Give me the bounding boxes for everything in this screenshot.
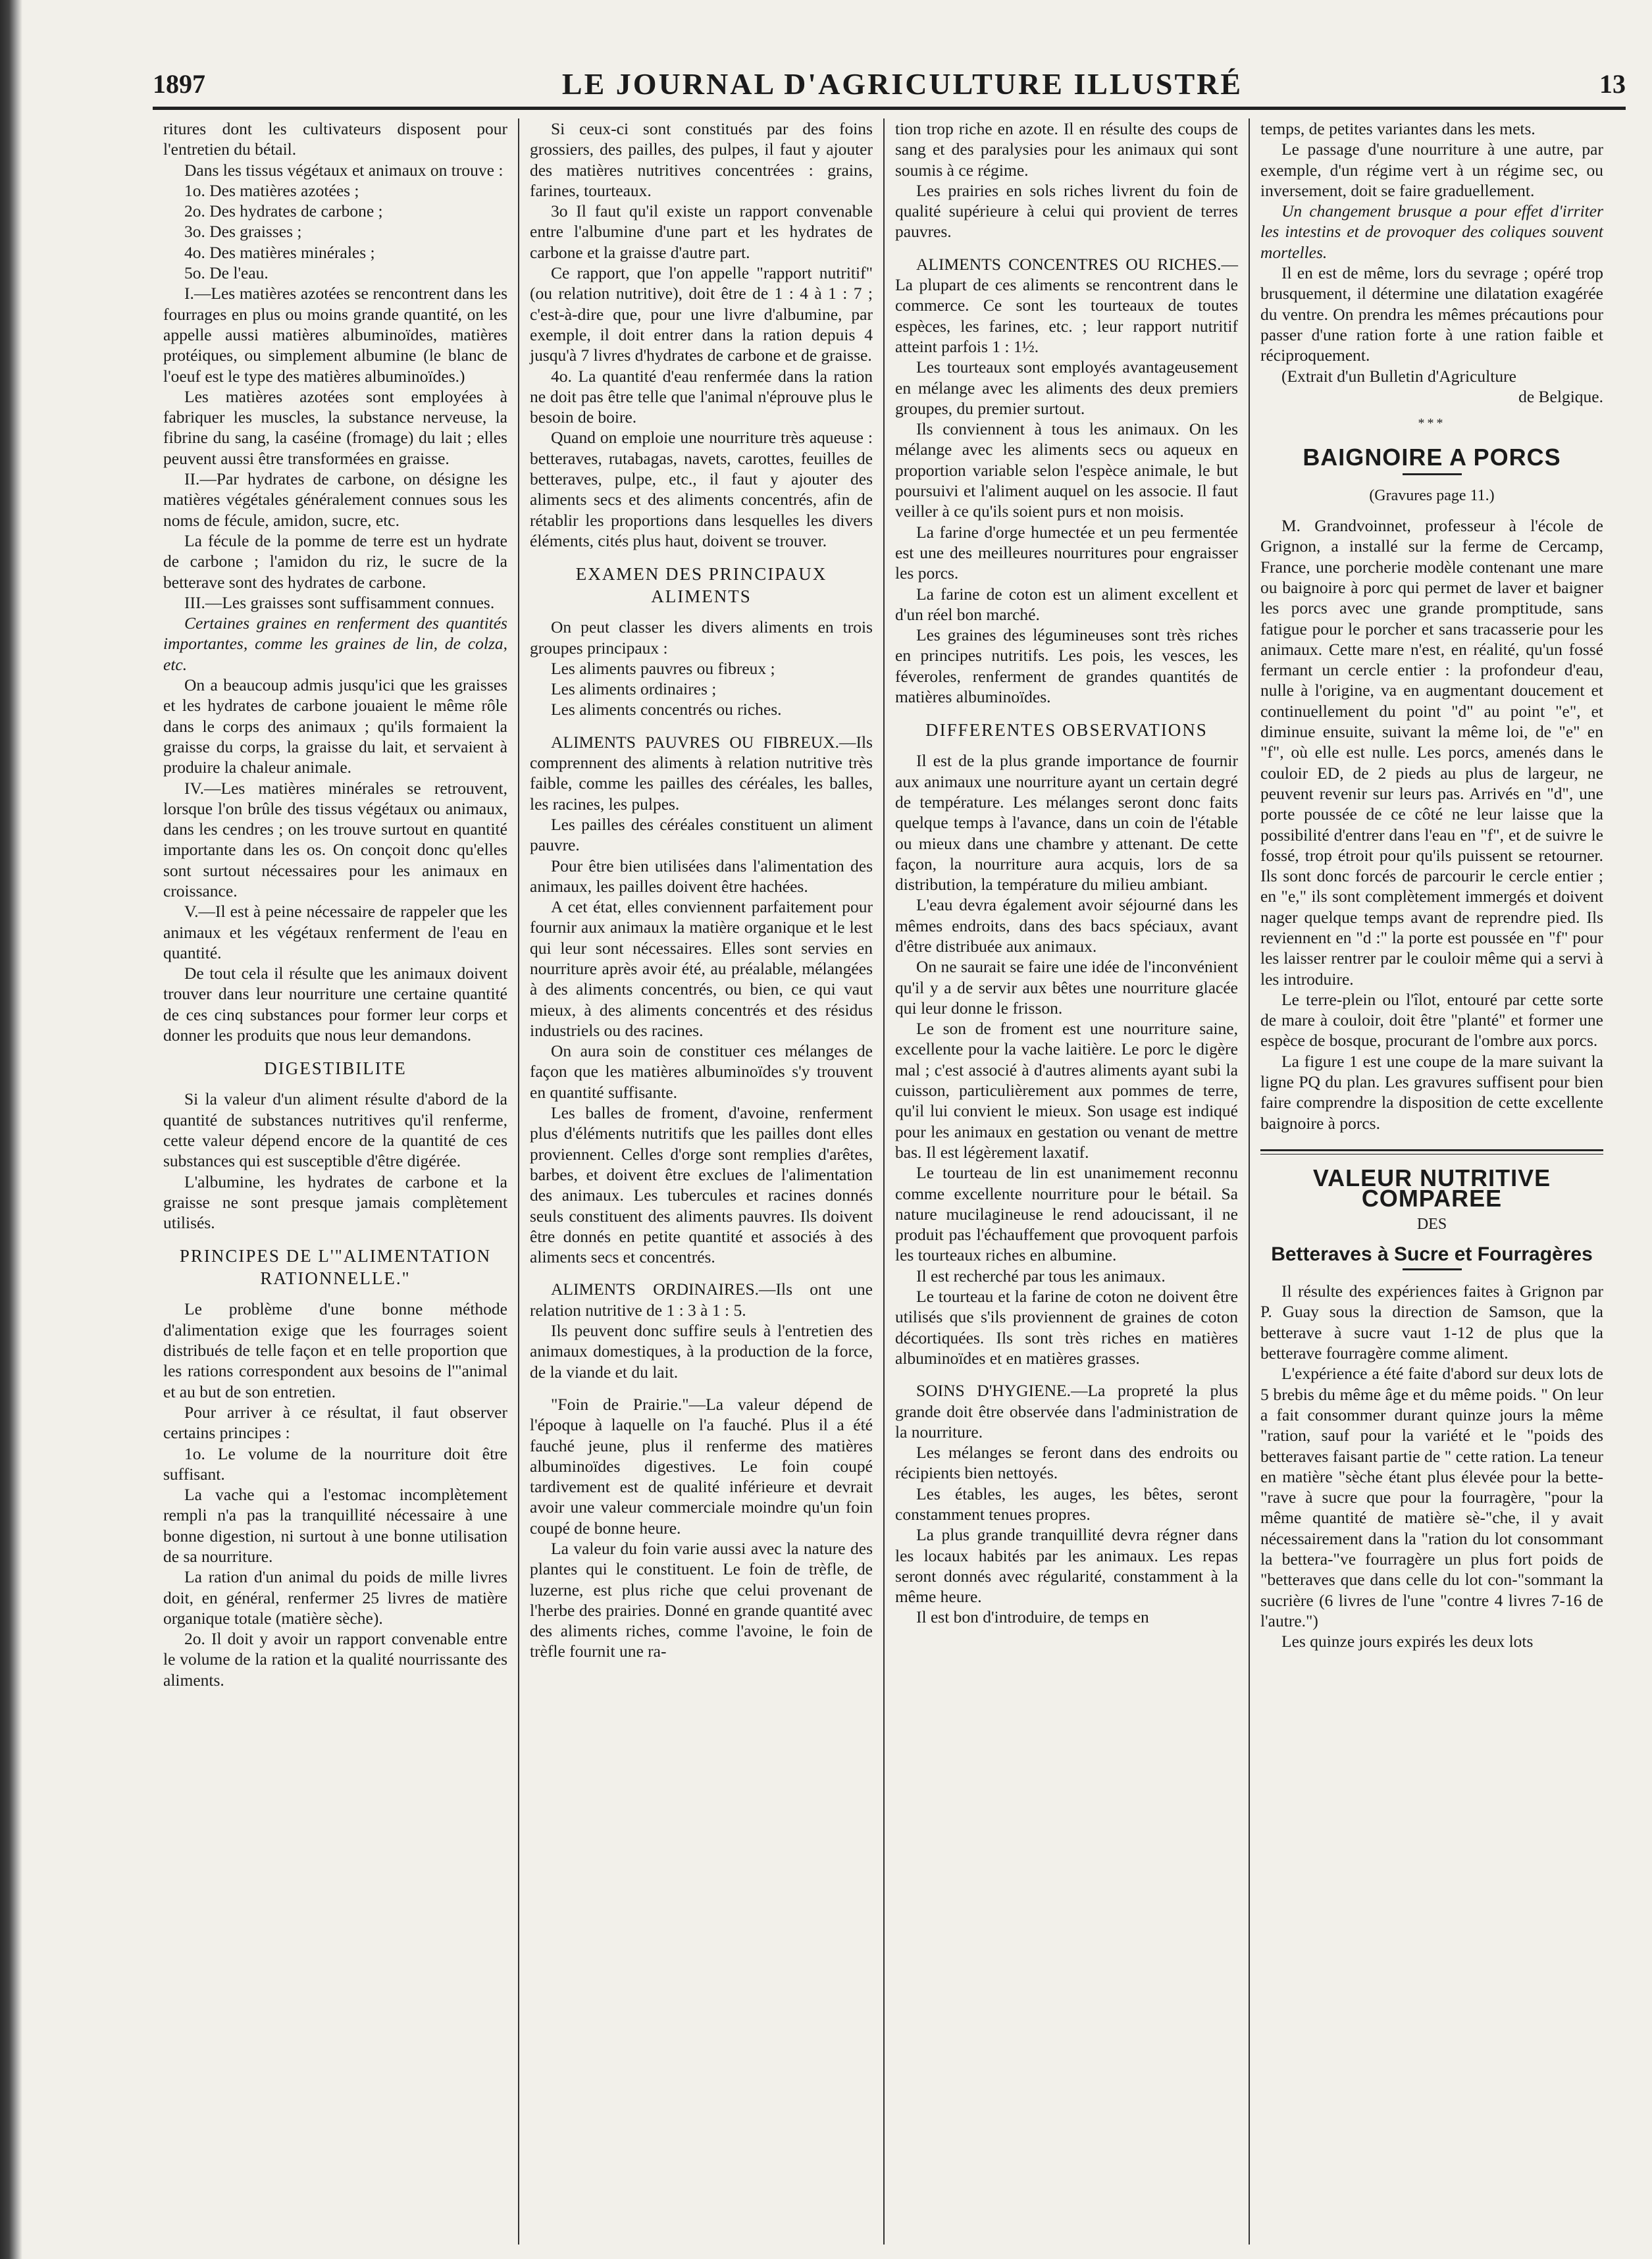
paragraph: Pour être bien utilisées dans l'alimentation des animaux, les pailles doivent être hachées. [530, 856, 873, 896]
paragraph: La farine d'orge humectée et un peu fermentée est une des meilleures nourritures pour engraisser les porcs. [895, 522, 1238, 583]
paragraph: On aura soin de constituer ces mélanges de façon que les matières albuminoïdes s'y trouvent en quantité suffisante. [530, 1041, 873, 1102]
paragraph: Il est bon d'introduire, de temps en [916, 1607, 1149, 1627]
paragraph: Les mélanges se feront dans des endroits ou récipients bien nettoyés. [895, 1443, 1238, 1483]
paragraph: IV.—Les matières minérales se retrouvent, lorsque l'on brûle des tissus végétaux ou animaux, dans les cendres ; on les trouve surtout en quantité importante dans les os. On conçoit donc qu'elles sont surtout nécessaires pour les animaux en croissance. [163, 778, 507, 900]
paragraph: Ils peuvent donc suffire seuls à l'entretien des animaux domestiques, à la production de la force, de la viande et du lait. [530, 1321, 873, 1382]
article-subtitle: Betteraves à Sucre et Fourragères [1271, 1243, 1593, 1265]
article-title-connector: DES [1416, 1215, 1447, 1233]
paragraph: La vache qui a l'estomac incomplètement rempli n'a pas la tranquillité nécessaire à une bonne digestion, ni surtout à une bonne utilisation de sa nourriture. [163, 1485, 507, 1566]
paragraph: tion trop riche en azote. Il en résulte des coups de sang et des paralysies pour les animaux qui sont soumis à ce régime. [895, 119, 1238, 180]
paragraph: L'albumine, les hydrates de carbone et la graisse ne sont presque jamais complètement utilisés. [163, 1172, 507, 1233]
paragraph: I.—Les matières azotées se rencontrent dans les fourrages en plus ou moins grande quantité, on les appelle aussi matières albuminoïdes, matières protéiques, ou simplement albumine (le blanc de l'oeuf est le type des matières albuminoïdes.) [163, 284, 507, 386]
paragraph: La ration d'un animal du poids de mille livres doit, en général, renfermer 25 livres de matière organique totale (matière sèche). [163, 1567, 507, 1628]
paragraph: ritures dont les cultivateurs disposent pour l'entretien du bétail. [163, 119, 507, 159]
paragraph: L'eau devra également avoir séjourné dans les mêmes endroits, dans des bacs spéciaux, avant d'être distribuée aux animaux. [895, 895, 1238, 956]
paragraph: Les tourteaux sont employés avantageusement en mélange avec les aliments des deux premiers groupes, du premier surtout. [895, 357, 1238, 418]
paragraph: 4o. La quantité d'eau renfermée dans la ration ne doit pas être telle que l'animal n'éprouve plus le besoin de boire. [530, 366, 873, 427]
paragraph: Dans les tissus végétaux et animaux on trouve : [184, 160, 503, 180]
paragraph: ALIMENTS ORDINAIRES.—Ils ont une relation nutritive de 1 : 3 à 1 : 5. [530, 1280, 873, 1320]
paragraph: Quand on emploie une nourriture très aqueuse : betteraves, rutabagas, navets, carottes, feuilles de betteraves, pulpe, etc., il faut y ajouter des aliments secs et des aliments concentrés, afin de rétablir les proportions dans lesquelles les divers éléments, cités plus haut, doivent se trouver. [530, 428, 873, 550]
paragraph: 2o. Il doit y avoir un rapport convenable entre le volume de la ration et la qualité nourrissante des aliments. [163, 1629, 507, 1690]
paragraph: M. Grandvoinnet, professeur à l'école de Grignon, a installé sur la ferme de Cercamp, France, une porcherie modèle contenant une mare ou baignoire à porc qui permet de laver et baigner les porcs avec une grande promptitude, sans fatigue pour le porcher et sans tracasserie pour les animaux. Cette mare n'est, en réalité, qu'un fossé fermant un cercle entier : la profondeur d'eau, nulle à l'origine, va en augmentant doucement et continuellement du point "d" au point "e", et diminue ensuite, suivant la même loi, de "e" en "f", où elle est nulle. Les porcs, amenés dans le couloir ED, de 2 pieds au plus de largeur, ne peuvent revenir sur leurs pas. Arrivés en "d", une porte poussée de ce côté ne leur laisse que la possibilité d'entrer dans l'eau en "f", et de suivre le fossé, trop étroit pour qu'ils puissent se retourner. Ils sont donc forcés de parcourir le cercle entier ; en "e," ils sont complètement immergés et doivent nager quelque temps avant de reprendre pied. Ils reviennent en "d :" la porte est poussée en "f" pour les laisser rentrer par le couloir même qui a servi à les introduire. [1260, 516, 1603, 989]
paragraph: ALIMENTS CONCENTRES OU RICHES.—La plupart de ces aliments se rencontrent dans le commerce. Ce sont les tourteaux de toutes espèces, les farines, etc. ; leur rapport nutritif atteint parfois 1 : 1½. [895, 254, 1238, 356]
article-divider [1260, 1149, 1603, 1155]
paragraph: Les prairies en sols riches livrent du foin de qualité supérieure à celui qui provient de terres pauvres. [895, 180, 1238, 242]
section-heading: PRINCIPES DE L'"ALIMENTATION RATIONNELLE." [179, 1246, 492, 1289]
paragraph: Un changement brusque a pour effet d'irriter les intestins et de provoquer des coliques souvent mortelles. [1260, 201, 1603, 262]
column-1 [153, 118, 518, 2245]
paragraph: La fécule de la pomme de terre est un hydrate de carbone ; l'amidon du riz, le sucre de la betterave sont des hydrates de carbone. [163, 531, 507, 592]
paragraph: La farine de coton est un aliment excellent et d'un réel bon marché. [895, 584, 1238, 624]
paragraph: II.—Par hydrates de carbone, on désigne les matières végétales généralement connues sous les noms de fécule, amidon, sucre, etc. [163, 469, 507, 530]
paragraph: Le problème d'une bonne méthode d'alimentation exige que les fourrages soient distribués de telle façon et en telle proportion que les rations correspondent aux besoins de l'"animal et au but de son entretien. [163, 1299, 507, 1401]
section-heading: DIFFERENTES OBSERVATIONS [925, 720, 1208, 740]
paragraph: Les quinze jours expirés les deux lots [1281, 1632, 1534, 1651]
page-number: 13 [1599, 68, 1626, 99]
paragraph: Les étables, les auges, les bêtes, seront constamment tenues propres. [895, 1484, 1238, 1524]
column-4 [1249, 118, 1614, 2245]
masthead-rule [153, 107, 1626, 110]
paragraph: ALIMENTS PAUVRES OU FIBREUX.—Ils comprennent des aliments à relation nutritive très faible, comme les pailles des céréales, les balles, les racines, les pulpes. [530, 732, 873, 814]
paragraph: Il est de la plus grande importance de fournir aux animaux une nourriture ayant un certain degré de température. Les mélanges seront donc faits quelque temps à l'avance, dans un coin de l'étable ou mieux dans une chambre y attenant. De cette façon, la nourriture aura acquis, lors de sa distribution, la température du milieu ambiant. [895, 751, 1238, 895]
title-rule [1403, 1268, 1462, 1270]
list-item: 4o. Des matières minérales ; [184, 242, 375, 262]
list-item: Les aliments concentrés ou riches. [551, 700, 782, 719]
source-note: (Extrait d'un Bulletin d'Agriculture [1281, 366, 1516, 386]
paragraph: 1o. Le volume de la nourriture doit être suffisant. [163, 1443, 507, 1484]
paragraph: Le passage d'une nourriture à une autre, par exemple, d'un régime vert à un régime sec, ou inversement, doit se faire graduellement. [1260, 140, 1603, 200]
paragraph: A cet état, elles conviennent parfaitement pour fournir aux animaux la matière organique et le lest qui leur sont nécessaires. Elles sont servies en nourriture après avoir été, au préalable, mélangées à des aliments concentrés, ou bien, ce qui vaut mieux, à des aliments concentrés et des résidus industriels ou des racines. [530, 897, 873, 1040]
issue-year: 1897 [153, 68, 205, 99]
paragraph: Les pailles des céréales constituent un aliment pauvre. [530, 814, 873, 855]
list-item: 5o. De l'eau. [184, 263, 269, 283]
paragraph: V.—Il est à peine nécessaire de rappeler que les animaux et les végétaux renferment de l'eau en quantité. [163, 902, 507, 962]
list-item: 2o. Des hydrates de carbone ; [184, 201, 383, 221]
source-note-end: de Belgique. [1518, 386, 1603, 406]
paragraph: De tout cela il résulte que les animaux doivent trouver dans leur nourriture une certaine quantité de ces cinq substances pour former leur corps et donner les produits que nous leur demandons. [163, 964, 507, 1045]
paragraph: Il résulte des expériences faites à Grignon par P. Guay sous la direction de Samson, que la betterave à sucre vaut 1-12 de plus que la betterave fourragère comme aliment. [1260, 1282, 1603, 1363]
column-2 [518, 118, 883, 2245]
column-3 [883, 118, 1249, 2245]
paragraph: On a beaucoup admis jusqu'ici que les graisses et les hydrates de carbone jouaient le même rôle dans le corps des animaux ; qu'ils formaient la graisse du corps, la graisse du lait, et servaient à produire la chaleur animale. [163, 675, 507, 777]
paragraph: Le tourteau de lin est unanimement reconnu comme excellente nourriture pour le bétail. Sa nature mucilagineuse le rend adoucissant, il ne produit pas l'échauffement que provoquent parfois les tourteaux riches en albumine. [895, 1163, 1238, 1265]
list-item: Les aliments ordinaires ; [551, 679, 717, 699]
paragraph: On peut classer les divers aliments en trois groupes principaux : [530, 617, 873, 658]
figure-reference: (Gravures page 11.) [1369, 486, 1495, 504]
paragraph: Le tourteau et la farine de coton ne doivent être utilisés que s'ils proviennent de graines de coton décortiquées. Ils sont très riches en matières albuminoïdes et en matières grasses. [895, 1287, 1238, 1368]
article-title-valeur: VALEUR NUTRITIVE COMPAREE [1312, 1164, 1551, 1212]
paragraph: Le terre-plein ou l'îlot, entouré par cette sorte de mare à couloir, doit être "planté" et former une espèce de bosque, procurant de l'ombre aux porcs. [1260, 989, 1603, 1051]
paragraph: III.—Les graisses sont suffisamment connues. [184, 592, 495, 612]
paragraph: SOINS D'HYGIENE.—La propreté la plus grande doit être observée dans l'administration de la nourriture. [895, 1381, 1238, 1441]
paragraph: La valeur du foin varie aussi avec la nature des plantes qui le constituent. Le foin de trèfle, de luzerne, est plus riche que celui provenant de l'herbe des prairies. Donné en grande quantité avec des aliments riches, comme l'avoine, le foin de trèfle fournit une ra- [530, 1539, 873, 1661]
paragraph: Le son de froment est une nourriture saine, excellente pour la vache laitière. Le porc le digère mal ; c'est associé à d'autres aliments ayant subi la cuisson, particulièrement aux pommes de terre, qu'il lui convient le mieux. Son usage est indiqué pour les animaux en gestation ou venant de mettre bas. Il est légèrement laxatif. [895, 1019, 1238, 1162]
paragraph: temps, de petites variantes dans les mets. [1260, 119, 1536, 138]
section-heading: EXAMEN DES PRINCIPAUX ALIMENTS [575, 564, 827, 607]
list-item: 3o. Des graisses ; [184, 222, 302, 242]
paragraph: Ils conviennent à tous les animaux. On les mélange avec les aliments secs ou aqueux en proportion variable selon l'espèce animale, le but poursuivi et l'aliment auquel on les associe. Il faut veiller à ce qu'ils soient purs et non moisis. [895, 419, 1238, 521]
separator-stars: *** [1418, 416, 1446, 431]
paragraph: L'expérience a été faite d'abord sur deux lots de 5 brebis du même âge et du même poids. " On leur a fait consommer durant quinze jours la même "ration, sauf pour la variété et le "poids des betteraves faisant partie de " cette ration. La teneur en matière "sèche étant plus élevée pour la bette-"rave à sucre que pour la fourragère, "pour la même quantité de matière sè-"che, il y avait nécessairement dans la "ration du lot consommant la bettera-"ve fourragère un plus fort poids de "betteraves que dans celle du lot con-"sommant la sucrière (6 livres de l'une "contre 4 livres 7-16 de l'autre.") [1260, 1364, 1603, 1630]
paragraph: Les graines des légumineuses sont très riches en principes nutritifs. Les pois, les vesces, les féveroles, renferment de grandes quantités de matières albuminoïdes. [895, 625, 1238, 707]
journal-title: LE JOURNAL D'AGRICULTURE ILLUSTRÉ [561, 66, 1243, 101]
paragraph: Certaines graines en renferment des quantités importantes, comme les graines de lin, de colza, etc. [163, 613, 507, 674]
paragraph: Il est recherché par tous les animaux. [916, 1266, 1166, 1285]
paragraph: Les matières azotées sont employées à fabriquer les muscles, la substance nerveuse, la fibrine du sang, la caséine (fromage) du lait ; elles peuvent aussi être transformées en graisse. [163, 386, 507, 468]
paragraph: La plus grande tranquillité devra régner dans les locaux habités par les animaux. Les repas seront donnés avec régularité, constamment à la même heure. [895, 1525, 1238, 1607]
page-scan-edge [0, 0, 22, 2259]
paragraph: Les balles de froment, d'avoine, renferment plus d'éléments nutritifs que les pailles dont elles proviennent. Celles d'orge sont remplies d'arêtes, barbes, et doivent être exclues de l'alimentation des animaux. Les tubercules et racines donnés seuls constituent des aliments pauvres. Ils doivent être donnés en petite quantité et associés à des aliments secs et concentrés. [530, 1103, 873, 1267]
title-rule [1403, 473, 1462, 475]
paragraph: "Foin de Prairie."—La valeur dépend de l'époque à laquelle on l'a fauché. Plus il a été fauché jeune, plus il renferme des matières albuminoïdes digestives. Le foin coupé tardivement est de qualité inférieure et devrait avoir une valeur commerciale moindre qu'un foin coupé de bonne heure. [530, 1394, 873, 1538]
article-title-baignoire: BAIGNOIRE A PORCS [1303, 444, 1561, 471]
paragraph: On ne saurait se faire une idée de l'inconvénient qu'il y a de servir aux bêtes une nourriture glacée qui leur donne le frisson. [895, 957, 1238, 1018]
paragraph: Pour arriver à ce résultat, il faut observer certains principes : [163, 1402, 507, 1443]
paragraph: Si la valeur d'un aliment résulte d'abord de la quantité de substances nutritives qu'il renferme, cette valeur dépend encore de la quantité de ces substances qui est susceptible d'être digérée. [163, 1089, 507, 1171]
paragraph: 3o Il faut qu'il existe un rapport convenable entre l'albumine d'une part et les hydrates de carbone et la graisse d'autre part. [530, 201, 873, 262]
paragraph: Il en est de même, lors du sevrage ; opéré trop brusquement, il détermine une dilatation exagérée du ventre. On prendra les mêmes précautions pour passer d'une ration forte à une ration faible et réciproquement. [1260, 263, 1603, 365]
masthead [153, 61, 1626, 107]
list-item: Les aliments pauvres ou fibreux ; [551, 658, 775, 678]
article-columns [153, 118, 1626, 2245]
section-heading: DIGESTIBILITE [264, 1058, 407, 1079]
list-item: 1o. Des matières azotées ; [184, 180, 359, 200]
paragraph: Si ceux-ci sont constitués par des foins grossiers, des pailles, des pulpes, il faut y ajouter des matières nutritives concentrées : grains, farines, tourteaux. [530, 119, 873, 200]
paragraph: Ce rapport, que l'on appelle "rapport nutritif" (ou relation nutritive), doit être de 1 : 4 à 1 : 7 ; c'est-à-dire que, pour une livre d'albumine, par exemple, il doit entrer dans la ration depuis 4 jusqu'à 7 livres d'hydrates de carbone et de graisse. [530, 263, 873, 365]
paragraph: La figure 1 est une coupe de la mare suivant la ligne PQ du plan. Les gravures suffisent pour bien faire comprendre la disposition de cette excellente baignoire à porcs. [1260, 1051, 1603, 1133]
